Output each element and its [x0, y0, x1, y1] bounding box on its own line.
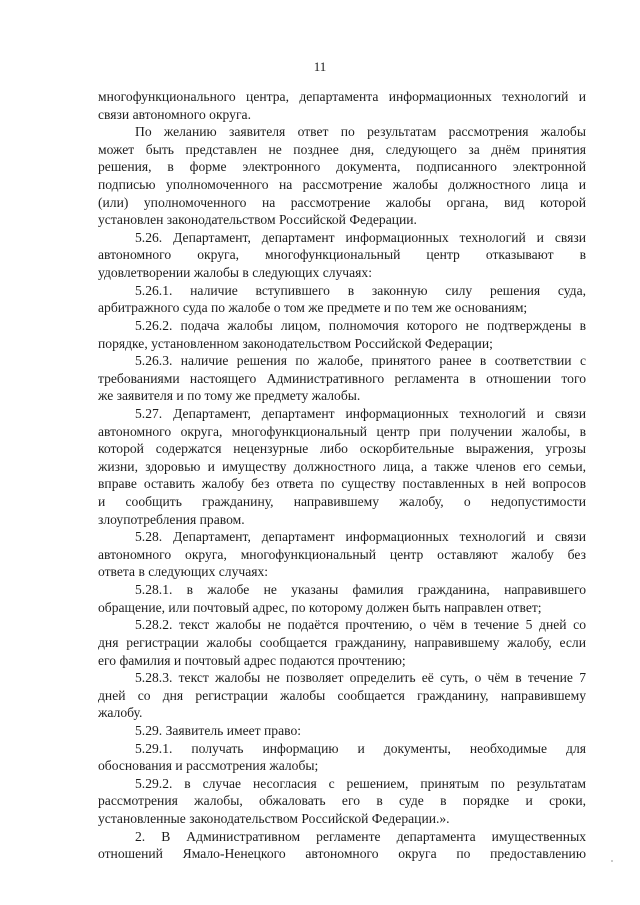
scan-speck — [611, 860, 613, 862]
text-line: обращение, или почтовый адрес, по которому должен быть направлен ответ; — [98, 599, 542, 615]
text-line: подписью уполномоченного на рассмотрение жалобы должностного лица и — [98, 177, 586, 193]
page-number: 11 — [313, 59, 327, 74]
text-line: дня регистрации жалобы сообщается гражданину, направившему жалобу, если — [98, 634, 586, 650]
text-line: 5.26. Департамент, департамент информационных технологий и связи — [135, 229, 586, 245]
text-line: установлен законодательством Российской Федерации. — [98, 212, 417, 228]
text-line: отношений Ямало-Ненецкого автономного округа по предоставлению — [98, 846, 586, 862]
text-line: 5.28.3. текст жалобы не позволяет определить её суть, о чём в течение 7 — [135, 670, 586, 686]
text-line: установленные законодательством Российской Федерации.». — [98, 810, 450, 826]
document-body — [98, 88, 586, 863]
text-line: автономного округа, многофункциональный центр при получении жалобы, в — [98, 423, 586, 439]
text-line: жизни, здоровью и имуществу должностного лица, а также членов его семьи, — [98, 458, 586, 474]
text-line: вправе оставить жалобу без ответа по существу поставленных в ней вопросов — [98, 476, 586, 492]
text-line: 5.28.1. в жалобе не указаны фамилия гражданина, направившего — [135, 582, 586, 598]
text-line: злоупотребления правом. — [98, 511, 245, 527]
text-line: его фамилия и почтовый адрес подаются прочтению; — [98, 652, 406, 668]
text-line: удовлетворении жалобы в следующих случаях: — [98, 265, 373, 281]
text-line: обоснования и рассмотрения жалобы; — [98, 758, 319, 774]
text-line: порядке, установленном законодательством Российской Федерации; — [98, 335, 493, 351]
text-line: жалобу. — [98, 705, 143, 721]
text-line: 5.29.1. получать информацию и документы, необходимые для — [135, 740, 586, 756]
text-line: По желанию заявителя ответ по результатам рассмотрения жалобы — [135, 124, 586, 140]
text-line: рассмотрения жалобы, обжаловать его в суде в порядке и сроки, — [98, 793, 586, 809]
text-line: автономного округа, многофункциональный центр оставляют жалобу без — [98, 546, 586, 562]
text-line: 5.29.2. в случае несогласия с решением, принятым по результатам — [135, 775, 586, 791]
text-line: 2. В Административном регламенте департамента имущественных — [135, 828, 586, 844]
text-line: автономного округа, многофункциональный центр отказывают в — [98, 247, 586, 263]
text-line: дней со дня регистрации жалобы сообщается гражданину, направившему — [98, 687, 586, 703]
text-line: (или) уполномоченного на рассмотрение жалобы органа, вид которой — [98, 194, 586, 210]
text-line: решения, в форме электронного документа, подписанного электронной — [98, 159, 586, 175]
text-line: и сообщить гражданину, направившему жалобу, о недопустимости — [98, 494, 586, 510]
text-line: арбитражного суда по жалобе о том же предмете и по тем же основаниям; — [98, 300, 528, 316]
text-line: которой содержатся нецензурные либо оскорбительные выражения, угрозы — [98, 441, 586, 457]
text-line: 5.26.3. наличие решения по жалобе, принятого ранее в соответствии с — [135, 353, 586, 369]
text-line: может быть представлен не позднее дня, следующего за днём принятия — [98, 141, 586, 157]
text-line: 5.26.2. подача жалобы лицом, полномочия которого не подтверждены в — [135, 317, 586, 333]
text-line: многофункционального центра, департамента информационных технологий и — [98, 89, 586, 104]
text-line: связи автономного округа. — [98, 106, 251, 122]
text-line: же заявителя и по тому же предмету жалобы. — [98, 388, 361, 404]
text-line: 5.27. Департамент, департамент информационных технологий и связи — [135, 405, 586, 421]
text-line: 5.28.2. текст жалобы не подаётся прочтению, о чём в течение 5 дней со — [135, 617, 586, 633]
text-line: 5.26.1. наличие вступившего в законную силу решения суда, — [135, 282, 586, 298]
text-line: 5.29. Заявитель имеет право: — [135, 722, 302, 738]
text-line: требованиями настоящего Административного регламента в отношении того — [98, 370, 586, 386]
text-line: 5.28. Департамент, департамент информационных технологий и связи — [135, 529, 586, 545]
text-line: ответа в следующих случаях: — [98, 564, 269, 580]
